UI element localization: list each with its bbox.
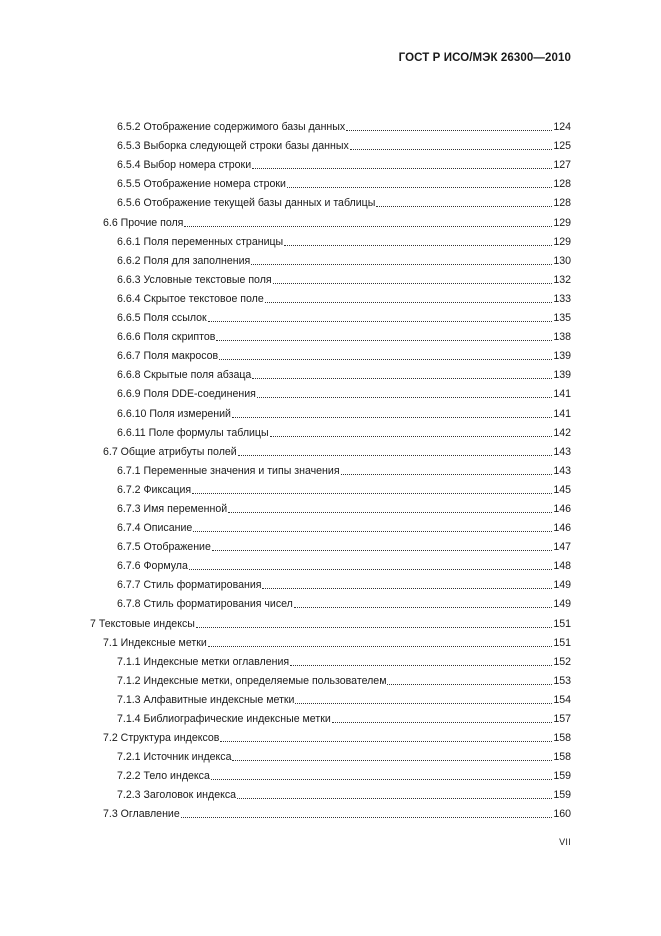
toc-entry[interactable]: [90, 707, 571, 726]
dot-leader: [189, 568, 552, 570]
dot-leader: [208, 320, 553, 322]
toc-entry-title: 6.7.5 Отображение: [117, 541, 211, 554]
dot-leader: [211, 778, 552, 780]
dot-leader: [270, 435, 553, 437]
dot-leader: [262, 587, 552, 589]
toc-entry-title: 7.1.4 Библиографические индексные метки: [117, 713, 331, 725]
dot-leader: [238, 454, 553, 456]
dot-leader: [376, 205, 552, 207]
dot-leader: [287, 186, 552, 188]
toc-entry[interactable]: [90, 631, 571, 650]
dot-leader: [212, 549, 552, 551]
toc-entry-page: 132: [553, 273, 571, 286]
toc-entry-title: 7 Текстовые индексы: [90, 617, 195, 630]
dot-leader: [216, 339, 552, 341]
dot-leader: [332, 721, 553, 723]
toc-entry-page: 157: [553, 713, 571, 725]
toc-entry-title: 7.2 Структура индексов: [103, 732, 220, 745]
toc-entry[interactable]: [90, 363, 571, 382]
toc-entry-title: 6.6 Прочие поля: [103, 216, 184, 229]
toc-entry[interactable]: [90, 592, 571, 611]
toc-entry-title: 6.6.9 Поля DDE-соединения: [117, 388, 256, 401]
toc-entry-page: 146: [553, 502, 571, 515]
dot-leader: [232, 416, 552, 418]
toc-entry[interactable]: [90, 230, 571, 249]
document-header: ГОСТ Р ИСО/МЭК 26300—2010: [398, 52, 571, 64]
toc-entry-title: 6.6.10 Поля измерений: [117, 407, 231, 420]
toc-entry-page: 139: [553, 369, 571, 382]
dot-leader: [290, 664, 552, 666]
toc-entry-page: 153: [553, 674, 571, 687]
dot-leader: [193, 530, 552, 532]
dot-leader: [295, 702, 552, 704]
toc-entry-page: 143: [553, 464, 571, 477]
toc-entry[interactable]: [90, 306, 571, 325]
toc-entry-title: 6.6.8 Скрытые поля абзаца: [117, 369, 252, 382]
dot-leader: [220, 740, 552, 742]
toc-entry-page: 159: [553, 789, 571, 802]
toc-entry-title: 6.5.6 Отображение текущей базы данных и таблицы: [117, 197, 376, 210]
toc-entry-page: 145: [553, 483, 571, 496]
toc-entry[interactable]: [90, 134, 571, 153]
dot-leader: [257, 396, 552, 398]
toc-entry-page: 158: [553, 751, 571, 764]
toc-entry-title: 7.1 Индексные метки: [103, 636, 207, 649]
toc-entry-page: 148: [553, 560, 571, 573]
toc-entry-title: 7.2.3 Заголовок индекса: [117, 789, 237, 802]
toc-entry[interactable]: [90, 516, 571, 535]
toc-entry-page: 133: [553, 292, 571, 305]
toc-entry-title: 7.1.1 Индексные метки оглавления: [117, 655, 290, 668]
toc-entry-page: 151: [553, 636, 571, 649]
toc-entry[interactable]: [90, 344, 571, 363]
toc-entry-title: 6.5.3 Выборка следующей строки базы данных: [117, 140, 349, 153]
toc-entry[interactable]: [90, 287, 571, 306]
toc-entry-page: 141: [553, 388, 571, 401]
dot-leader: [232, 759, 552, 761]
dot-leader: [273, 282, 553, 284]
dot-leader: [350, 148, 553, 150]
toc-entry-title: 6.5.5 Отображение номера строки: [117, 178, 286, 191]
toc-entry-title: 6.5.2 Отображение содержимого базы данных: [117, 121, 346, 134]
toc-entry[interactable]: [90, 745, 571, 764]
toc-entry-page: 147: [553, 541, 571, 554]
toc-entry-page: 130: [553, 254, 571, 267]
toc-entry-page: 149: [553, 579, 571, 592]
toc-entry-page: 128: [553, 197, 571, 210]
toc-entry[interactable]: [90, 650, 571, 669]
toc-entry-page: 129: [553, 235, 571, 248]
toc-entry-title: 6.6.1 Поля переменных страницы: [117, 235, 284, 248]
toc-entry-page: 124: [553, 121, 571, 134]
toc-entry[interactable]: [90, 554, 571, 573]
toc-entry-page: 128: [553, 178, 571, 191]
dot-leader: [237, 797, 552, 799]
toc-entry[interactable]: [90, 478, 571, 497]
toc-entry-title: 6.6.7 Поля макросов: [117, 350, 219, 363]
dot-leader: [341, 473, 553, 475]
toc-entry[interactable]: [90, 153, 571, 172]
toc-entry-page: 149: [553, 598, 571, 611]
toc-entry[interactable]: [90, 210, 571, 229]
toc-entry-page: 154: [553, 693, 571, 706]
toc-entry-page: 138: [553, 331, 571, 344]
toc-entry-page: 158: [553, 732, 571, 745]
toc-entry-title: 7.2.1 Источник индекса: [117, 751, 232, 764]
toc-entry-title: 6.6.6 Поля скриптов: [117, 331, 216, 344]
dot-leader: [294, 606, 552, 608]
dot-leader: [181, 816, 553, 818]
dot-leader: [265, 301, 553, 303]
toc-entry-title: 6.6.4 Скрытое текстовое поле: [117, 292, 264, 305]
toc-entry-page: 129: [553, 216, 571, 229]
toc-entry-title: 6.5.4 Выбор номера строки: [117, 159, 252, 172]
dot-leader: [208, 645, 553, 647]
toc-entry-page: 142: [553, 426, 571, 439]
toc-entry[interactable]: [90, 421, 571, 440]
toc-entry-page: 146: [553, 522, 571, 535]
dot-leader: [346, 129, 552, 131]
toc-entry[interactable]: [90, 764, 571, 783]
toc-entry-page: 160: [553, 808, 571, 821]
toc-entry-title: 6.7.4 Описание: [117, 522, 193, 535]
toc-entry[interactable]: [90, 172, 571, 191]
toc-entry-page: 127: [553, 159, 571, 172]
toc-entry[interactable]: [90, 401, 571, 420]
toc-entry-page: 159: [553, 770, 571, 783]
toc-entry-title: 6.7.3 Имя переменной: [117, 502, 228, 515]
toc-entry-page: 125: [553, 140, 571, 153]
toc-entry[interactable]: [90, 497, 571, 516]
toc-entry-title: 6.7.7 Стиль форматирования: [117, 579, 262, 592]
toc-entry[interactable]: [90, 783, 571, 802]
toc-entry-title: 6.6.11 Поле формулы таблицы: [117, 426, 269, 439]
toc-entry-title: 6.7.1 Переменные значения и типы значения: [117, 464, 340, 477]
table-of-contents: [90, 115, 571, 821]
toc-entry[interactable]: [90, 115, 571, 134]
toc-entry-title: 6.7.8 Стиль форматирования чисел: [117, 598, 293, 611]
toc-entry-page: 139: [553, 350, 571, 363]
toc-entry-page: 143: [553, 445, 571, 458]
toc-entry[interactable]: [90, 268, 571, 287]
toc-entry-title: 7.1.3 Алфавитные индексные метки: [117, 693, 295, 706]
toc-entry-title: 6.7.2 Фиксация: [117, 483, 192, 496]
toc-entry-page: 151: [553, 617, 571, 630]
toc-entry[interactable]: [90, 688, 571, 707]
toc-entry[interactable]: [90, 191, 571, 210]
toc-entry-title: 6.6.3 Условные текстовые поля: [117, 273, 272, 286]
toc-entry-title: 7.3 Оглавление: [103, 808, 180, 821]
toc-entry[interactable]: [90, 382, 571, 401]
toc-entry-page: 152: [553, 655, 571, 668]
dot-leader: [252, 167, 552, 169]
toc-entry[interactable]: [90, 249, 571, 268]
toc-entry-page: 141: [553, 407, 571, 420]
dot-leader: [284, 244, 552, 246]
toc-entry-title: 6.7 Общие атрибуты полей: [103, 445, 237, 458]
toc-entry[interactable]: [90, 459, 571, 478]
toc-entry-title: 7.2.2 Тело индекса: [117, 770, 210, 783]
page-number: VII: [559, 837, 571, 847]
toc-entry-title: 6.6.5 Поля ссылок: [117, 312, 207, 325]
toc-entry-title: 6.7.6 Формула: [117, 560, 188, 573]
toc-entry-title: 7.1.2 Индексные метки, определяемые пользователем: [117, 674, 387, 687]
dot-leader: [184, 225, 552, 227]
toc-entry[interactable]: [90, 535, 571, 554]
dot-leader: [387, 683, 552, 685]
toc-entry[interactable]: [90, 802, 571, 821]
dot-leader: [219, 358, 552, 360]
toc-entry[interactable]: [90, 611, 571, 630]
dot-leader: [196, 626, 552, 628]
dot-leader: [228, 511, 552, 513]
dot-leader: [251, 263, 552, 265]
toc-entry[interactable]: [90, 325, 571, 344]
dot-leader: [192, 492, 552, 494]
toc-entry[interactable]: [90, 726, 571, 745]
toc-entry[interactable]: [90, 573, 571, 592]
toc-entry-page: 135: [553, 312, 571, 325]
dot-leader: [252, 377, 552, 379]
toc-entry[interactable]: [90, 440, 571, 459]
toc-entry[interactable]: [90, 669, 571, 688]
toc-entry-title: 6.6.2 Поля для заполнения: [117, 254, 251, 267]
